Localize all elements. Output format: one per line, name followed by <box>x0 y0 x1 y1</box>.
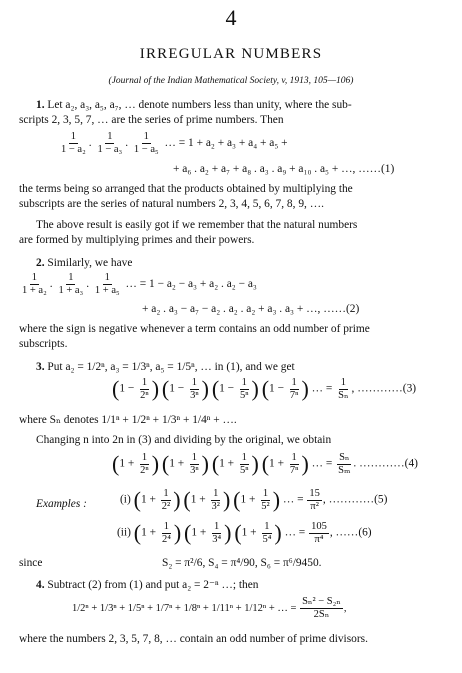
since-values: S₂ = π²/6, S₄ = π⁴/90, S₆ = π⁶/9450. <box>162 557 322 569</box>
equation-2-line2: + a₂ . a₃ − a₇ − a₂ . a₂ . a₂ + a₃ . a₃ + …, ……(2) <box>142 303 360 315</box>
fraction: $\frac{1}{\text{1 + a₃}}$ <box>58 272 84 296</box>
s2-number: 2. <box>36 257 45 269</box>
s1-text-1: Let a₂, a₃, a₅, a₇, … denote numbers less than unity, where the sub- <box>47 99 352 111</box>
fraction: $\frac{1}{\text{1 − a₃}}$ <box>97 131 123 155</box>
s1-line2: scripts 2, 3, 5, 7, … are the series of prime numbers. Then <box>19 114 284 126</box>
equation-1-line2: + a₆ . a₂ + a₇ + a₈ . a₃ . a₉ + a₁₀ . a₅ + …, ……(1) <box>173 163 395 175</box>
example-1-label: (i) <box>120 493 131 506</box>
equation-6-tag: ……(6) <box>335 526 372 539</box>
s3-intro-line <box>36 360 295 375</box>
s4-series: 1/2ⁿ + 1/3ⁿ + 1/5ⁿ + 1/7ⁿ + 1/8ⁿ + 1/11ⁿ + 1/12ⁿ + … = <box>72 602 297 614</box>
s1-line1 <box>36 98 352 113</box>
s4-intro-line <box>36 578 258 593</box>
equation-4: (1 + $\frac{1}{\text{2ⁿ}}$ ) (1 + $\frac{1}{\text{3ⁿ}}$ ) (1 + $\frac{1}{\text{5ⁿ}}$ ) (1 + $\frac{1}{\text{7ⁿ}}$ ) … = $\frac{\text{Sₙ}}{\text{Sₘ}}$ . …………(4) <box>112 451 418 476</box>
article-title: IRREGULAR NUMBERS <box>139 46 323 62</box>
equation-1-rhs1: … = 1 + a₂ + a₃ + a₄ + a₅ + <box>164 137 288 150</box>
s1-after-2: subscripts are the series of natural numbers 2, 3, 4, 5, 6, 7, 8, 9, …. <box>19 198 324 210</box>
since-label: since <box>19 557 43 569</box>
examples-label: Examples : <box>36 498 87 510</box>
s3-where: where Sₙ denotes 1/1ⁿ + 1/2ⁿ + 1/3ⁿ + 1/4ⁿ + …. <box>19 414 237 426</box>
example-2-label: (ii) <box>117 526 131 539</box>
s4-final: where the numbers 2, 3, 5, 7, 8, … contain an odd number of prime divisors. <box>19 633 368 645</box>
s1-remark-2: are formed by multiplying primes and their powers. <box>19 234 255 246</box>
s3-changing: Changing n into 2n in (3) and dividing by the original, we obtain <box>36 434 332 446</box>
equation-s4: 1/2ⁿ + 1/3ⁿ + 1/5ⁿ + 1/7ⁿ + 1/8ⁿ + 1/11ⁿ + 1/12ⁿ + … = $\frac{\text{Sₙ² − S₂ₙ}}{\text{2Sₙ}}$ , <box>72 596 347 620</box>
equation-6: (ii) (1 + $\frac{1}{\text{2⁴}}$ ) (1 + $\frac{1}{\text{3⁴}}$ ) (1 + $\frac{1}{\text{5⁴}}$ ) … = $\frac{105}{\text{π⁴}}$ , ……(6) <box>117 520 372 545</box>
s2-intro-line <box>36 256 132 271</box>
s3-number: 3. <box>36 361 45 373</box>
fraction: $\frac{1}{\text{1 + a₅}}$ <box>94 272 120 296</box>
citation: (Journal of the Indian Mathematical Society, v, 1913, 105—106) <box>108 76 354 86</box>
fraction: $\frac{1}{\text{1 − a₂}}$ <box>61 131 86 155</box>
s1-remark-1: The above result is easily got if we remember that the natural numbers <box>36 219 358 231</box>
fraction: $\frac{\text{Sₙ² − S₂ₙ}}{\text{2Sₙ}}$ <box>302 596 341 620</box>
equation-3-tag: …………(3) <box>357 382 417 395</box>
s3-intro: Put a₂ = 1/2ⁿ, a₃ = 1/3ⁿ, a₅ = 1/5ⁿ, … in (1), and we get <box>47 361 295 373</box>
equation-5-tag: …………(5) <box>328 493 388 506</box>
s4-number: 4. <box>36 579 45 591</box>
fraction: $\frac{1}{\text{1 − a₅}}$ <box>133 131 159 155</box>
equation-2-line1: $\frac{1}{\text{1 + a₂}}$ . $\frac{1}{\text{1 + a₃}}$ . $\frac{1}{\text{1 + a₅}}$ … = 1 − a₂ − a₃ + a₂ . a₂ − a₃ <box>22 272 257 296</box>
s1-number: 1. <box>36 99 45 111</box>
s4-intro: Subtract (2) from (1) and put a₂ = 2⁻ⁿ …; then <box>47 579 259 591</box>
equation-4-tag: …………(4) <box>359 457 418 470</box>
s1-after-1: the terms being so arranged that the products obtained by multiplying the <box>19 183 353 195</box>
s2-after-1: where the sign is negative whenever a term contains an odd number of prime <box>19 323 370 335</box>
page-number: 4 <box>225 5 237 30</box>
fraction: $\frac{1}{\text{1 + a₂}}$ <box>22 272 47 296</box>
s2-intro: Similarly, we have <box>47 257 133 269</box>
equation-3: (1 − $\frac{1}{\text{2ⁿ}}$ ) (1 − $\frac{1}{\text{3ⁿ}}$ ) (1 − $\frac{1}{\text{5ⁿ}}$ ) (1 − $\frac{1}{\text{7ⁿ}}$ ) … = $\frac{1}{\text{Sₙ}}$ , …………(3) <box>112 376 417 401</box>
equation-5: (i) (1 + $\frac{1}{\text{2²}}$ ) (1 + $\frac{1}{\text{3²}}$ ) (1 + $\frac{1}{\text{5²}}$ ) … = $\frac{15}{\text{π²}}$ , …………(5) <box>120 487 388 512</box>
equation-1-line1: $\frac{1}{\text{1 − a₂}}$ . $\frac{1}{\text{1 − a₃}}$ . $\frac{1}{\text{1 − a₅}}$ … = 1 + a₂ + a₃ + a₄ + a₅ + <box>61 131 288 155</box>
s2-after-2: subscripts. <box>19 338 68 350</box>
equation-2-rhs1: … = 1 − a₂ − a₃ + a₂ . a₂ − a₃ <box>125 278 257 291</box>
